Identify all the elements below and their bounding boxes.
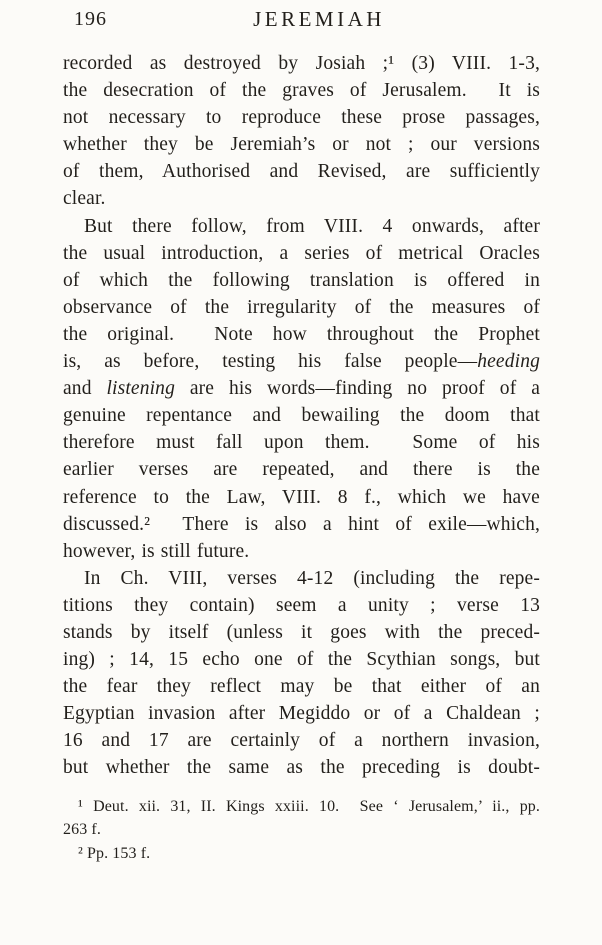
paragraph: [63, 565, 540, 782]
text-line: genuine repentance and bewailing the doom that: [63, 405, 540, 427]
footnote-line: ¹ Deut. xii. 31, II. Kings xxiii. 10. See ‘ Jerusalem,’ ii., pp.: [78, 797, 540, 815]
text-line: recorded as destroyed by Josiah ;¹ (3) VIII. 1-3,: [63, 53, 540, 74]
text-line: and listening are his words—finding no proof of a: [63, 378, 540, 400]
text-line: stands by itself (unless it goes with the preced-: [63, 621, 540, 643]
text-line: of which the following translation is offered in: [63, 269, 540, 291]
paragraph: [63, 213, 540, 565]
text-line: reference to the Law, VIII. 8 f., which we have: [63, 486, 540, 508]
paragraph: [63, 50, 540, 213]
page-number: 196: [74, 8, 107, 30]
text-line: titions they contain) seem a unity ; verse 13: [63, 594, 540, 616]
footnote-line: 263 f.: [63, 821, 101, 839]
text-line: but whether the same as the preceding is doubt-: [63, 757, 540, 779]
text-line: the fear they reflect may be that either of an: [63, 676, 540, 698]
text-line: Egyptian invasion after Megiddo or of a Chaldean ;: [63, 703, 540, 725]
text-line: But there follow, from VIII. 4 onwards, after: [84, 215, 540, 237]
text-line: ing) ; 14, 15 echo one of the Scythian songs, but: [63, 649, 540, 671]
text-line: the desecration of the graves of Jerusalem. It is: [63, 80, 540, 102]
italic-text: heeding: [477, 351, 540, 373]
footnotes: [0, 782, 602, 866]
text-line: of them, Authorised and Revised, are sufficiently: [63, 161, 540, 183]
body-text: [0, 40, 602, 782]
footnote-line: ² Pp. 153 f.: [78, 844, 151, 862]
running-title: JEREMIAH: [253, 7, 385, 31]
page-header: [0, 0, 602, 40]
text-line: whether they be Jeremiah’s or not ; our versions: [63, 134, 540, 156]
text-line: not necessary to reproduce these prose passages,: [63, 107, 540, 129]
text-line: clear.: [63, 188, 106, 210]
text-line: observance of the irregularity of the measures of: [63, 296, 540, 318]
text-line: earlier verses are repeated, and there is the: [63, 459, 540, 481]
text-line: the original. Note how throughout the Prophet: [63, 323, 540, 345]
italic-text: listening: [106, 378, 175, 400]
text-line: therefore must fall upon them. Some of his: [63, 432, 540, 454]
text-line: discussed.² There is also a hint of exile—which,: [63, 513, 540, 535]
text-line: In Ch. VIII, verses 4-12 (including the repe-: [84, 567, 540, 589]
text-line: is, as before, testing his false people—heeding: [63, 351, 540, 373]
text-line: the usual introduction, a series of metrical Oracles: [63, 242, 540, 264]
text-line: 16 and 17 are certainly of a northern invasion,: [63, 730, 540, 752]
text-line: however, is still future.: [63, 540, 250, 562]
